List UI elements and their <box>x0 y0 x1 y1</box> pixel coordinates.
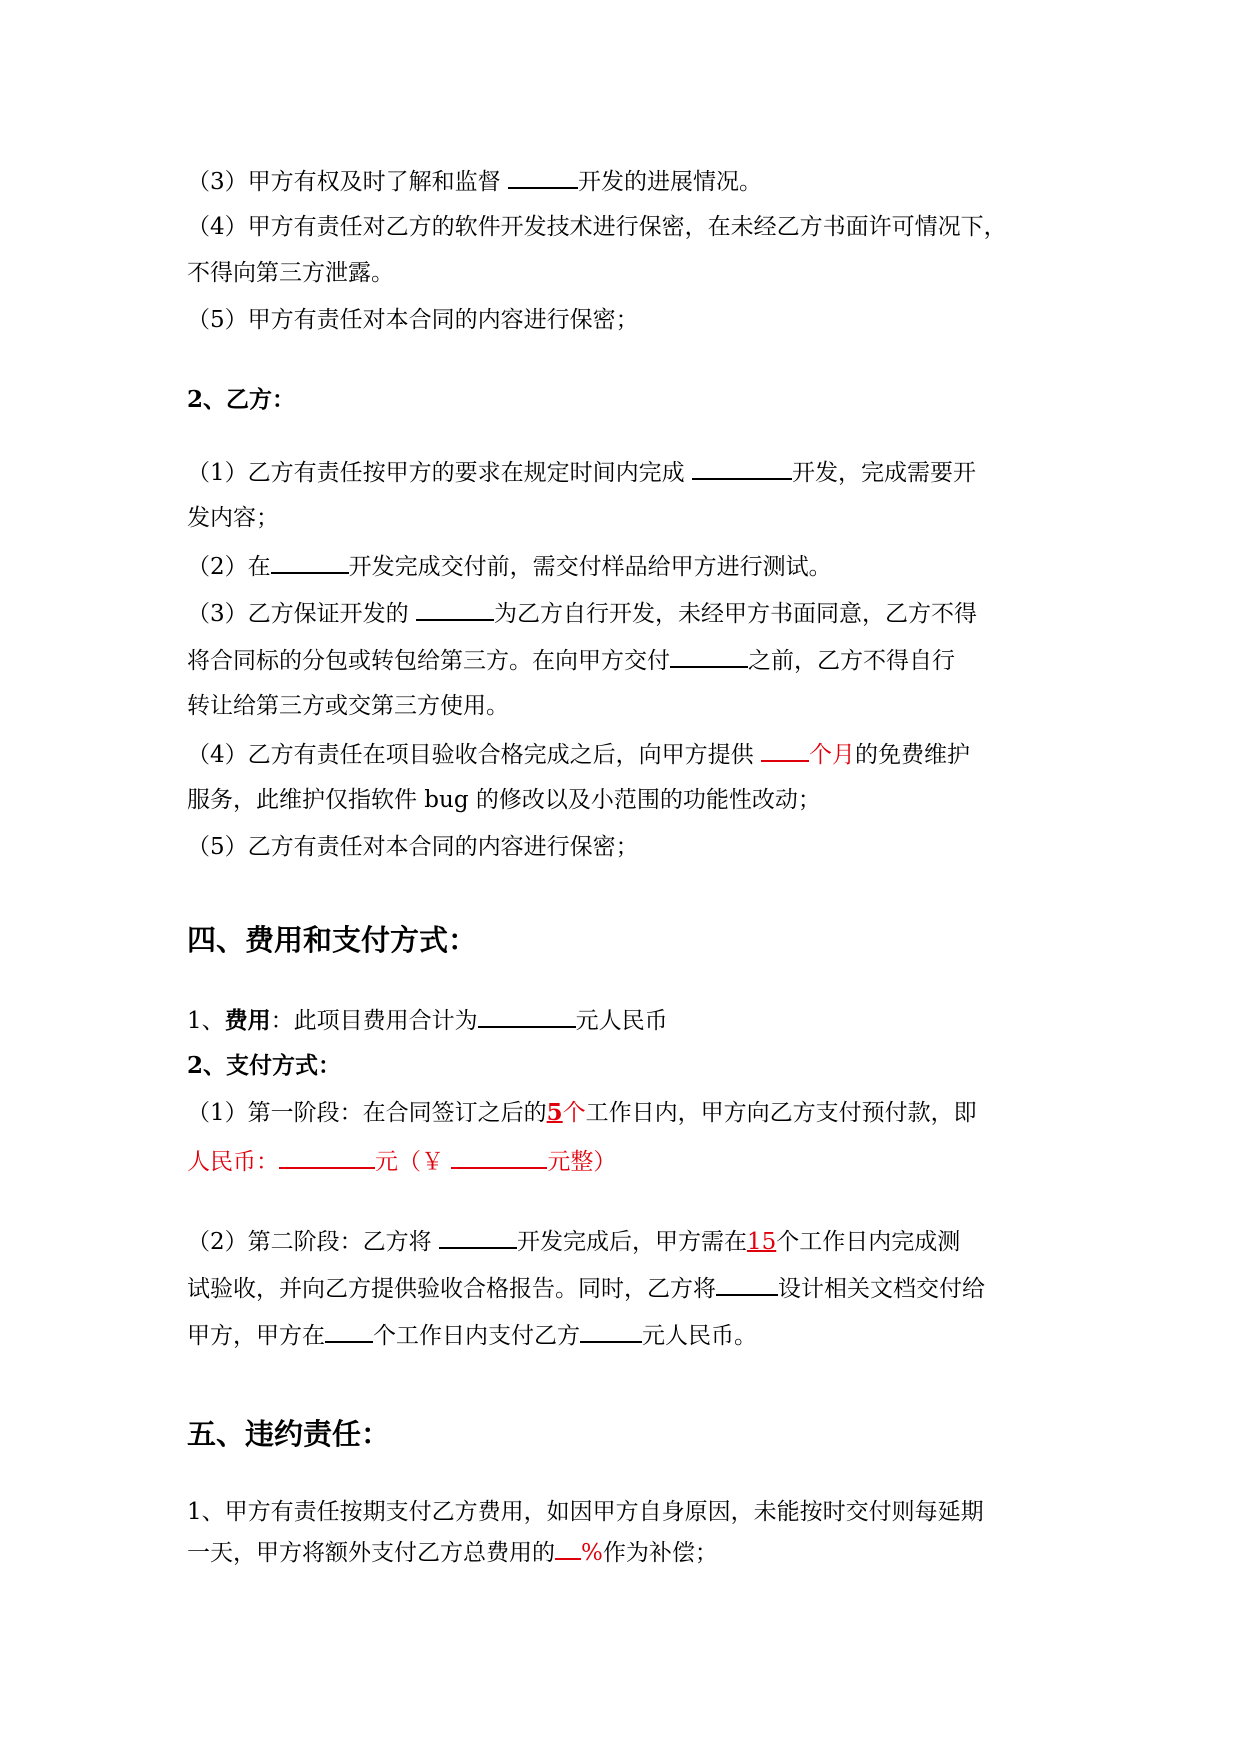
text: 1、 <box>187 1008 225 1034</box>
breach-item-1-line2 <box>187 1536 718 1568</box>
text: 个工作日内支付乙方 <box>373 1323 580 1349</box>
text: 开发完成交付前，需交付样品给甲方进行测试。 <box>348 554 832 580</box>
text: 开发完成后，甲方需在 <box>516 1229 747 1255</box>
blank-field[interactable] <box>670 644 748 668</box>
text: ：此项目费用合计为 <box>270 1008 478 1034</box>
text: （1）第一阶段：在合同签订之后的 <box>187 1100 547 1126</box>
red-days: 15 <box>746 1229 777 1255</box>
text: 作为补偿； <box>602 1540 718 1566</box>
stage-1-line2 <box>187 1145 616 1177</box>
red-text: 人民币： <box>187 1149 279 1175</box>
party-b-item-4-line2: 服务，此维护仅指软件 bug 的修改以及小范围的功能性改动； <box>187 787 821 813</box>
stage-2-line2 <box>187 1272 985 1304</box>
blank-field[interactable] <box>478 1004 576 1028</box>
blank-field[interactable] <box>716 1272 778 1296</box>
text: 工作日内，甲方向乙方支付预付款，即 <box>585 1100 977 1126</box>
blank-field[interactable] <box>580 1319 642 1343</box>
text: 个工作日内完成测 <box>776 1229 961 1255</box>
red-text: 元整） <box>547 1149 617 1175</box>
blank-field-red[interactable] <box>279 1145 375 1169</box>
text: 一天，甲方将额外支付乙方总费用的 <box>187 1540 555 1566</box>
section-5-heading: 五、违约责任： <box>187 1417 391 1451</box>
red-text: 元（￥ <box>375 1149 452 1175</box>
text: 之前，乙方不得自行 <box>748 648 955 674</box>
fee-line <box>187 1004 668 1036</box>
text: 甲方，甲方在 <box>187 1323 325 1349</box>
text: （2）第二阶段：乙方将 <box>187 1229 439 1255</box>
party-a-item-3 <box>187 165 762 197</box>
party-b-item-3-line2 <box>187 644 955 676</box>
blank-field[interactable] <box>508 165 578 189</box>
blank-field[interactable] <box>439 1225 517 1249</box>
red-text: % <box>581 1540 603 1566</box>
party-b-item-3-line3: 转让给第三方或交第三方使用。 <box>187 693 509 719</box>
text: 的免费维护 <box>854 742 970 768</box>
blank-field-red[interactable] <box>451 1145 547 1169</box>
party-b-item-2 <box>187 550 832 582</box>
bold-label: 费用 <box>224 1007 271 1034</box>
red-days: 5 <box>546 1099 563 1126</box>
blank-field-red[interactable] <box>761 738 809 762</box>
text: （1）乙方有责任按甲方的要求在规定时间内完成 <box>187 460 692 486</box>
stage-2-line3 <box>187 1319 757 1351</box>
blank-field[interactable] <box>271 550 349 574</box>
text: 试验收，并向乙方提供验收合格报告。同时，乙方将 <box>187 1276 716 1302</box>
party-b-item-5: （5）乙方有责任对本合同的内容进行保密； <box>187 834 639 860</box>
party-a-item-4-line2: 不得向第三方泄露。 <box>187 260 394 286</box>
red-text: 个 <box>562 1100 586 1126</box>
text: 为乙方自行开发，未经甲方书面同意，乙方不得 <box>493 601 977 627</box>
party-b-item-1-line2: 发内容； <box>187 505 279 531</box>
stage-2 <box>187 1225 960 1257</box>
party-b-heading: 2、乙方： <box>187 386 296 413</box>
breach-item-1-line1: 1、甲方有责任按期支付乙方费用，如因甲方自身原因，未能按时交付则每延期 <box>187 1499 984 1525</box>
text: 将合同标的分包或转包给第三方。在向甲方交付 <box>187 648 670 674</box>
payment-heading: 2、支付方式： <box>187 1052 342 1079</box>
party-b-item-1 <box>187 456 976 488</box>
blank-field[interactable] <box>416 597 494 621</box>
blank-field-red[interactable] <box>555 1536 581 1560</box>
party-b-item-3 <box>187 597 977 629</box>
stage-1 <box>187 1098 977 1128</box>
party-a-item-5: （5）甲方有责任对本合同的内容进行保密； <box>187 307 639 333</box>
text: （3）乙方保证开发的 <box>187 601 416 627</box>
text: （3）甲方有权及时了解和监督 <box>187 169 508 195</box>
text: 开发，完成需要开 <box>791 460 976 486</box>
red-text: 个月 <box>808 742 855 768</box>
text: （2）在 <box>187 554 271 580</box>
section-4-heading: 四、费用和支付方式： <box>187 923 478 957</box>
blank-field[interactable] <box>325 1319 373 1343</box>
party-a-item-4-line1: （4）甲方有责任对乙方的软件开发技术进行保密，在未经乙方书面许可情况下， <box>187 214 1007 240</box>
text: （4）乙方有责任在项目验收合格完成之后，向甲方提供 <box>187 742 761 768</box>
text: 元人民币 <box>575 1008 668 1034</box>
text: 开发的进展情况。 <box>577 169 762 195</box>
text: 设计相关文档交付给 <box>778 1276 985 1302</box>
party-b-item-4 <box>187 738 970 770</box>
blank-field[interactable] <box>692 456 792 480</box>
text: 元人民币。 <box>642 1323 757 1349</box>
